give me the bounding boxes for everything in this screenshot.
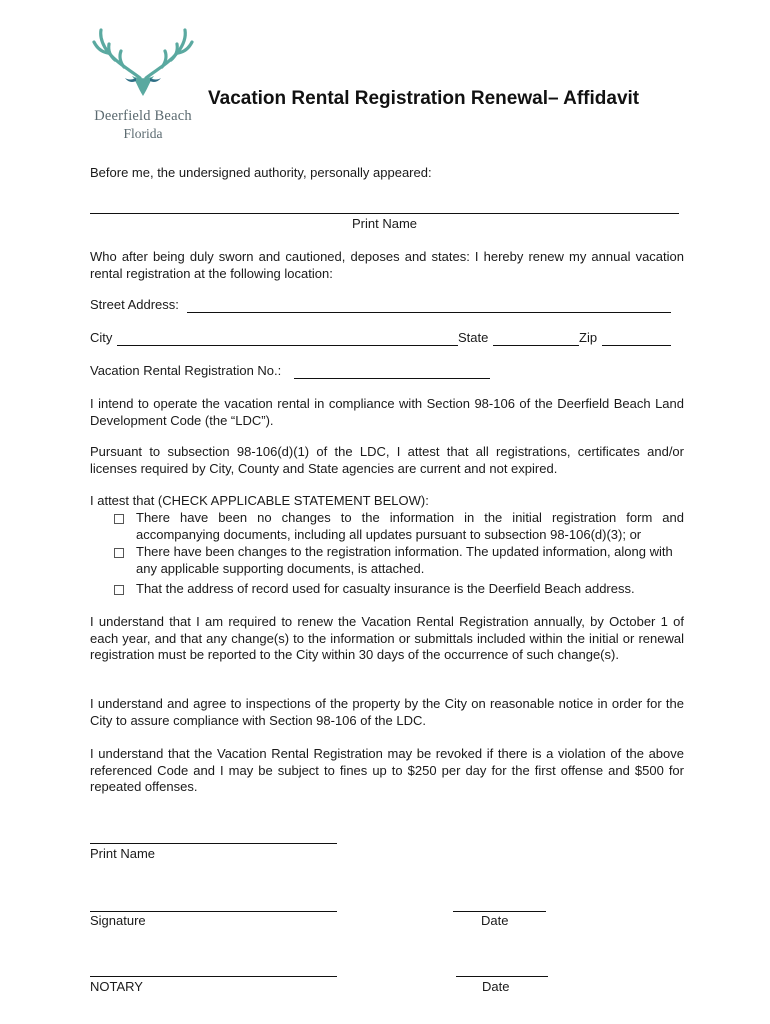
paragraph-inspect: I understand and agree to inspections of the property by the City on reasonable notice in order for the City to assure compliance with Section 98-106 of the LDC.: [90, 696, 684, 728]
state-label: State: [458, 330, 489, 345]
print-name-line[interactable]: [90, 843, 337, 844]
sworn-statement: Who after being duly sworn and cautioned, deposes and states: I hereby renew my annual vacation rental registration at the following location:: [90, 249, 684, 281]
signature-line[interactable]: [90, 911, 337, 912]
option-changes: There have been changes to the registration information. The updated information, along with any applicable supporting documents, is attached.: [136, 544, 673, 576]
print-name-label: Print Name: [90, 846, 156, 861]
date-label-notary: Date: [482, 979, 510, 994]
notary-line[interactable]: [90, 976, 337, 977]
zip-label: Zip: [579, 330, 598, 345]
state-field[interactable]: [493, 345, 579, 346]
notary-label: NOTARY: [90, 979, 143, 994]
attest-heading: I attest that (CHECK APPLICABLE STATEMENT BELOW):: [90, 493, 429, 508]
city-field[interactable]: [117, 345, 458, 346]
logo-text-city: Deerfield Beach: [94, 108, 192, 124]
city-logo: [88, 26, 198, 148]
city-label: City: [90, 330, 113, 345]
option-no-changes: There have been no changes to the information in the initial registration form and accompanying documents, including all updates pursuant to subsection 98-106(d)(3); or: [136, 510, 684, 542]
date-label-signature: Date: [481, 913, 509, 928]
document-title: Vacation Rental Registration Renewal– Affidavit: [208, 88, 640, 109]
paragraph-intend: I intend to operate the vacation rental in compliance with Section 98-106 of the Deerfield Beach Land Development Code (the “LDC”).: [90, 396, 684, 428]
date-line-signature[interactable]: [453, 911, 546, 912]
intro-text: Before me, the undersigned authority, personally appeared:: [90, 165, 432, 180]
checkbox-changes[interactable]: [114, 548, 124, 558]
zip-field[interactable]: [602, 345, 671, 346]
print-name-caption: Print Name: [351, 216, 418, 231]
checkbox-insurance-address[interactable]: [114, 585, 124, 595]
checkbox-no-changes[interactable]: [114, 514, 124, 524]
deer-antler-icon: [88, 26, 198, 106]
paragraph-revoke: I understand that the Vacation Rental Registration may be revoked if there is a violation of the above referenced Code and I may be subject to fines up to $250 per day for the first offense and $500 for repeated offenses.: [90, 746, 684, 794]
paragraph-renew: I understand that I am required to renew the Vacation Rental Registration annually, by October 1 of each year, and that any change(s) to the information or submittals included within the initial or renewal registration must be reported to the City within 30 days of the occurrence of such change(s).: [90, 614, 684, 662]
street-address-label: Street Address:: [90, 297, 179, 312]
appeared-name-line[interactable]: [90, 213, 679, 214]
registration-no-label: Vacation Rental Registration No.:: [90, 363, 282, 378]
logo-text-state: Florida: [123, 126, 163, 141]
street-address-field[interactable]: [187, 312, 671, 313]
signature-label: Signature: [90, 913, 146, 928]
option-insurance-address: That the address of record used for casualty insurance is the Deerfield Beach address.: [136, 581, 635, 596]
paragraph-pursuant: Pursuant to subsection 98-106(d)(1) of the LDC, I attest that all registrations, certificates and/or licenses required by City, County and State agencies are current and not expired.: [90, 444, 684, 476]
registration-no-field[interactable]: [294, 378, 490, 379]
date-line-notary[interactable]: [456, 976, 548, 977]
